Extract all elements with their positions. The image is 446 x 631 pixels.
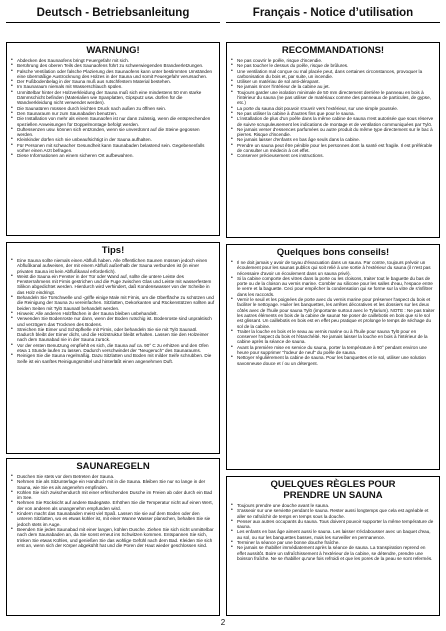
list-item: • Toujours garder une isolation minimale de 50 mm directement derrière le panneau en bois à l'intérieur du sauna (ne pas utiliser de matériaux comme des panneaux de particules, de gypse, etc.) — [231, 90, 435, 106]
page-number: 2 — [220, 618, 226, 627]
regles-box — [226, 476, 440, 616]
list-item: • Utiliser un matériau de sol anti-dérapant. — [231, 79, 435, 84]
tips-box — [6, 242, 220, 454]
saunaregeln-box — [6, 458, 220, 616]
recommandations-list — [231, 58, 435, 159]
list-item: • Ne pas couvrir le poêle, risque d'incendie. — [231, 58, 435, 63]
recommandations-title: RECOMMANDATIONS! — [281, 45, 385, 56]
list-item: • Nettoyer régulièrement la cabine de sauna. Pour les banquettes et le sol, utiliser une solution savonneuse douce et / ou un détergent. — [231, 355, 435, 366]
list-item: • Unmittelbar hinter der Holzverkleidung der Sauna muß sich eine mindestens 50 mm starke Dämmschicht befinden (Materialien wie Spanplatten, Gipsputz usw. dürfen für die Wandverkleidung nicht verwendet werden). — [11, 90, 215, 106]
conseils-title: Quelques bons conseils! — [276, 247, 390, 258]
list-item: • Für Personen mit schwacher Gesundheit kann Saunabaden belastend sein. Gegebenenfalls vorher einen Arzt befragen. — [11, 143, 215, 154]
regles-title-line1: QUELQUES RÈGLES POUR — [270, 479, 396, 490]
warnung-list — [11, 58, 215, 159]
list-item: • Eine Sauna sollte niemals einen Abfluß haben. Alle öffentlichen Saunen müssen jedoch einen Abflußkanal aufweisen, der mit einem Abfluß außerhalb der Sauna verbunden ist (in einer privaten Sauna ist kein Abflußkanal erforderlich). — [11, 258, 215, 274]
list-item: • Ne jamais se rhabiller immédiatement après la séance de sauna. La transpiration reprend en effet aussitôt. Boire un rafraîchissement à l'extérieur de la cabine, se détendre, prendre une boisson fraîche. Ne se rhabiller qu'une fois refroidi et que les pores de la peau se sont refermés. — [231, 545, 435, 561]
list-item: • S'asseoir sur une serviette pendant le sauna. Rester aussi longtemps que cela est agréable et aller se rafraîchir de temps en temps sous la douche. — [231, 508, 435, 519]
recommandations-box — [226, 42, 440, 238]
list-item: • Berührung des oberen Teils des Saunaofens führt zu schwerwiegenden Brandverletzungen. — [11, 63, 215, 68]
list-item: • Streichen Sie Eimer und Schöpfkelle mit Firnis, oder behandeln Sie sie mit Tylö Saunaöl. Dadurch bleibt der Eimer dicht, und die Holzstruktur bleibt erhalten. Lassen Sie den Holzeimer nach dem Saunabad nie in der Sauna zurück. — [11, 327, 215, 343]
list-item: • Ne jamais rincer l'intérieur de la cabine au jet. — [231, 84, 435, 89]
regles-title — [231, 479, 435, 501]
list-item: • Ne jamais verser d'essences parfumées ou autre produit du même type directement sur le bac à pierres. Risque d'incendie. — [231, 127, 435, 138]
list-item: • Ne pas toucher le dessus du poêle, risque de brûlures. — [231, 63, 435, 68]
list-item: • Den Saunaraum nur zum Saunabaden benutzen. — [11, 111, 215, 116]
list-item: • Falsche Ventilation oder falsche Plazierung des Saunaofens kann unter bestimmten Umständen eine übermäßige Austrocknung des Holzes in der Sauna und somit Feuergefahr verursachen. — [11, 69, 215, 80]
list-item: • Vor der ersten Benutzung empfiehlt es sich, die Sauna auf ca. 90° C zu erhitzen und den Ofen etwa 1 Stunde laufen zu lassen. Dadurch verschwindet der "Neugeruch" des Saunaraums. — [11, 343, 215, 354]
list-item: • Vernir le seuil et les poignées de porte avec du vernis marine pour préserver l'aspect du bois et faciliter le nettoyage. Huiler les banquettes, les arrêtes décoratives et les dossiers sur les deux côtés avec de l'huile pour sauna Tylö (importante surtout avec le Tylarium). NOTE : Ne pas traiter les autres éléments en bois de la cabine de sauna! Ne poser de caillebotis en bois que si le sol est glissant. Un caillebotis en bois est en effet peu pratique et prolonge le temps de séchage du sol de la cabine. — [231, 297, 435, 329]
french-column — [226, 0, 440, 27]
list-item: • Duschen Sie stets vor dem Betreten der Sauna. — [11, 474, 215, 479]
list-item: • Hinweis: Alle anderen Holzflächen in der Sauna bleiben unbehandelt. — [11, 311, 215, 316]
list-item: • Terminer la séance par une bonne douche fraîche. — [231, 540, 435, 545]
list-item: • Penser aux autres occupants du sauna. Tous doivent pouvoir supporter la même température de sauna. — [231, 519, 435, 530]
list-item: • Der Fußbodenbelag in der Sauna muß aus rutschfestem Material bestehen. — [11, 79, 215, 84]
list-item: • Kindern macht das Saunabaden meist viel Spaß. Lassen Sie sie auf dem Boden oder den unteren Sitzlatten, wo es etwas kühler ist, mit einer Wanne Wasser planschen, behalten Sie sie jedoch stets im Auge. — [11, 511, 215, 527]
list-item: • Ne pas utiliser la cabine à d'autres fins que pour le sauna. — [231, 111, 435, 116]
list-item: • Weist die Sauna ein Fenster in der Tür oder Wand auf, sollte die untere Leiste des Fensterrahmens mit Firnis gestrichen und die Fuge zwischen Glas und Leiste mit wasserfestem Silikon abgedichtet werden. Hierdurch wird verhindert, daß Kondenswasser von der Scheibe in das Holz eindringt. — [11, 274, 215, 295]
regles-title-line2: PRENDRE UN SAUNA — [283, 490, 383, 501]
list-item: • Reinigen Sie die Sauna regelmäßig. Dazu Sitzlatten und Boden mit milder Seife schrubben. Die Seife ist ein sanftes Reinigungsmittel und hinterläßt einen angenehmen Duft. — [11, 353, 215, 364]
list-item: • Avant la première mise en service du sauna, porter la température à 90° pendant environ une heure pour supprimer "l'odeur de neuf" du poêle de sauna. — [231, 345, 435, 356]
list-item: • Nehmen Sie als Sitzunterlage ein Handtuch mit in die Sauna. Bleiben Sie nur so lange in der Sauna, wie Sie es als angenehm empfinden. — [11, 479, 215, 490]
list-item: • Diese Informationen an einem sicheren Ort aufbewahren. — [11, 153, 215, 158]
list-item: • Toujours prendre une douche avant le sauna. — [231, 503, 435, 508]
list-item: • Conserver précieusement ces instructions. — [231, 153, 435, 158]
list-item: • Si la cabine comporte des vitres dans la porte ou les cloisons, traiter tout le baguette du bas de porte ou de la cloison au vernis marine. Combler au silicone pour les salles d'eau, l'espace entre le verre et la baguette. Ceci pour empêcher la condensation qui se forme sur la vitre de s'infiltrer dans les raccords. — [231, 276, 435, 297]
list-item: • Beenden Sie jedes Saunabad mit einer langen, kühlen Dusche. Ziehen Sie sich nicht unmittelbar nach dem Saunabaden an, da Sie sonst erneut ins Schwitzen kommen. Entspannen Sie sich, trinken Sie etwas Kühles, und genießen Sie das wohlige Gefühl nach dem Bad. Kleiden Sie sich erst an, wenn sich der Körper abgekühlt hat und die Poren der Haut wieder geschlossen sind. — [11, 527, 215, 548]
list-item: • Die Saunatüren müssen durch leichten Druck nach außen zu öffnen sein. — [11, 106, 215, 111]
list-item: • L'installation de plus d'un poêle dans la même cabine de sauna n'est autorisée que sous réserve de suivre scrupuleusement les indications de montage et de ventilation communiquées par Tylö. — [231, 116, 435, 127]
conseils-list — [231, 260, 435, 366]
list-item: • Nehmen Sie Rücksicht auf andere Badegäste. Erhöhen Sie die Temperatur nicht auf einen Wert, der von anderen als unangenehm empfunden wird. — [11, 500, 215, 511]
list-item: • Die Installation von mehr als einem Saunaofen ist nur dann zulässig, wenn die entsprechenden speziellen Anweisungen für Doppelmontage befolgt werden. — [11, 116, 215, 127]
list-item: • Ne jamais laisser d'enfants en bas âge seuls dans la cabine. — [231, 137, 435, 142]
tips-title: Tips! — [101, 245, 125, 256]
conseils-box — [226, 244, 440, 470]
list-item: • Kühlen Sie sich zwischendurch mit einer erfrischenden Dusche im Freien ab oder durch ein Bad im See. — [11, 490, 215, 501]
saunaregeln-title: SAUNAREGELN — [76, 461, 150, 472]
german-column — [6, 0, 220, 27]
list-item: • Il ne doit jamais y avoir de tuyau d'évacuation dans un sauna. Par contre, toujours prévoir un écoulement pour les saunas publics qui soit relié à une sortie à l'extérieur du sauna (il n'est pas nécessaire d'avoir un écoulement dans un sauna privé). — [231, 260, 435, 276]
tips-list — [11, 258, 215, 364]
list-item: • Duftessenzen usw. können sich entzünden, wenn sie unverdünnt auf die Steine gegossen werden. — [11, 127, 215, 138]
list-item: • Les enfants en bas âge aiment aussi le sauna. Les laisser s'éclabousser avec un baquet d'eau, au sol, ou sur les banquettes basses, mais les surveiller en permanence. — [231, 529, 435, 540]
list-item: • Behandeln Sie Türschwelle und -griffe einige Male mit Firnis, um die Oberfläche zu schützen und die Reinigung der Sauna zu vereinfachen. Sitzlatten, Dekorkanten und Rückenstützen sollten auf beiden Seiten mit Tylö Saunaöl behandelt werden. — [11, 295, 215, 311]
list-item: • Abdecken des Saunaofens bringt Feuergefahr mit sich. — [11, 58, 215, 63]
list-item: • Verwenden Sie Bodenroste nur dann, wenn der Boden rutschig ist. Bodenroste sind unpraktisch und verzögern das Trocknen des Bodens. — [11, 316, 215, 327]
regles-list — [231, 503, 435, 561]
warnung-box — [6, 42, 220, 236]
german-header: Deutsch - Betriebsanleitung — [6, 4, 220, 23]
list-item: • Im Saunaraum niemals mit Wasserschlauch spülen. — [11, 84, 215, 89]
list-item: • La porte du sauna doit pouvoir s'ouvrir vers l'extérieur, sur une simple poussée. — [231, 106, 435, 111]
list-item: • Kleinkinder dürfen sich nie unbeaufsichtigt in der Sauna aufhalten. — [11, 137, 215, 142]
warnung-title: WARNUNG! — [86, 45, 140, 56]
list-item: • Prendre un sauna peut être pénible pour les personnes dont la santé est fragile. Il est préférable de consulter un médecin à cet effet. — [231, 143, 435, 154]
saunaregeln-list — [11, 474, 215, 548]
list-item: • Une ventilation mal conçue ou mal placée peut, dans certaines circonstances, provoquer la carbonisation du bois et, par suite, un incendie. — [231, 69, 435, 80]
list-item: • Traiter la louche en bois et le seau au vernis marine ou à l'huile pour sauna Tylö pour en conserver l'aspect du bois et l'étanchéité. Ne jamais laisser la louche en bois à l'intérieur de la cabine après la séance de sauna. — [231, 329, 435, 345]
french-header: Français - Notice d’utilisation — [226, 4, 440, 23]
